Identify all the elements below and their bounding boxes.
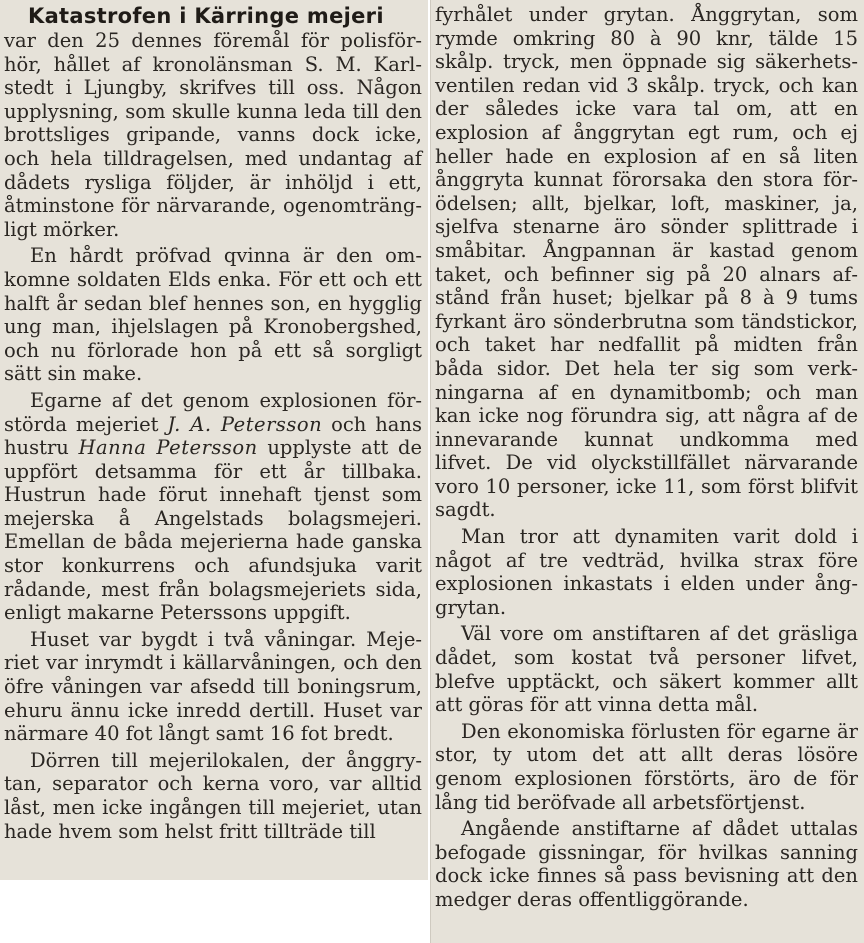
paragraph-5: Dörren till mejerilokalen, der ånggrytan, separator och kerna voro, var alltid låst, men icke ingången till mejeriet, utan hade hvem som helst fritt tillträde till xyxy=(4,748,422,843)
name-hanna-petersson: Hanna Petersson xyxy=(78,436,258,460)
article-headline: Katastrofen i Kärringe mejeri xyxy=(28,4,384,28)
left-column xyxy=(0,0,428,880)
paragraph-3 xyxy=(4,389,422,625)
paragraph-3-text-c: upplyste att de uppfört detsamma för ett år tillbaka. Hustrun hade förut innehaft tjenst som mejerska å Angelstads bolagsmejeri. Emellan de båda mejerierna hade ganska stor konkurrens och afundsjuka varit rådande, mest från bolagsmejeriets sida, enligt makarne Peterssons uppgift. xyxy=(4,436,423,625)
paragraph-6: fyrhålet under grytan. Ånggrytan, som rymde omkring 80 à 90 knr, tälde 15 skålp. tryck, men öppnade sig säkerhetsventilen redan vid 3 skålp. tryck, och kan der således icke vara tal om, att en explosion af ånggrytan egt rum, och ej heller hade en explosion af en så liten ånggryta kunnat förorsaka den stora förödelsen; allt, bjelkar, loft, maskiner, ja, sjelfva stenarne äro sönder splittrade i småbitar. Ångpannan är kastad genom taket, och befinner sig på 20 alnars afstånd från huset; bjelkar på 8 à 9 tums fyrkant äro sönderbrutna som tändstickor, och taket har nedfallit på midten från båda sidor. Det hela ter sig som verkningarna af en dynamitbomb; och man kan icke nog förundra sig, att några af de innevarande kunnat undkomma med lifvet. De vid olyckstillfället närvarande voro 10 personer, icke 11, som först blifvit sagdt. xyxy=(435,3,858,522)
right-column xyxy=(430,0,864,943)
paragraph-3-text-a: Egarne af det genom explosionen förstörda mejeriet xyxy=(4,388,422,436)
name-j-a-petersson: J. A. Petersson xyxy=(167,412,323,436)
paragraph-7: Man tror att dynamiten varit dold i något af tre vedträd, hvilka strax före explosionen inkastats i elden under ånggrytan. xyxy=(435,525,858,619)
paragraph-8: Väl vore om anstiftaren af det gräsliga dådet, som kostat två personer lifvet, blefve upptäckt, och säkert kommer allt att göras för att vinna detta mål. xyxy=(435,622,858,717)
paragraph-1: var den 25 dennes föremål för polisförhör, hållet af kronolänsman S. M. Karlstedt i Ljungby, skrifves till oss. Någon upplysning, som skulle kunna leda till den brottsliges gripande, vanns dock icke, och hela tilldragelsen, med undantag af dådets rysliga följder, är inhöljd i ett, åtminstone för närvarande, ogenomträngligt mörker. xyxy=(4,29,422,241)
paragraph-3-text-b: och hans hustru xyxy=(4,412,422,460)
paragraph-2: En hårdt pröfvad qvinna är den omkomne soldaten Elds enka. För ett och ett halft år sedan blef hennes son, en hygglig ung man, ihjelslagen på Kronobergshed, och nu förlorade hon på ett så sorgligt sätt sin make. xyxy=(4,244,422,386)
paragraph-10: Angående anstiftarne af dådet uttalas befogade gissningar, för hvilkas sanning dock icke finnes så pass bevisning att den medger deras offentliggörande. xyxy=(435,817,858,911)
paragraph-9: Den ekonomiska förlusten för egarne är stor, ty utom det att allt deras lösöre genom explosionen förstörts, äro de för lång tid beröfvade all arbetsförtjenst. xyxy=(435,719,858,814)
paragraph-4: Huset var bygdt i två våningar. Mejeriet var inrymdt i källarvåningen, och den öfre våningen var afsedd till boningsrum, ehuru ännu icke inredd dertill. Huset var närmare 40 fot långt samt 16 fot bredt. xyxy=(4,627,422,746)
